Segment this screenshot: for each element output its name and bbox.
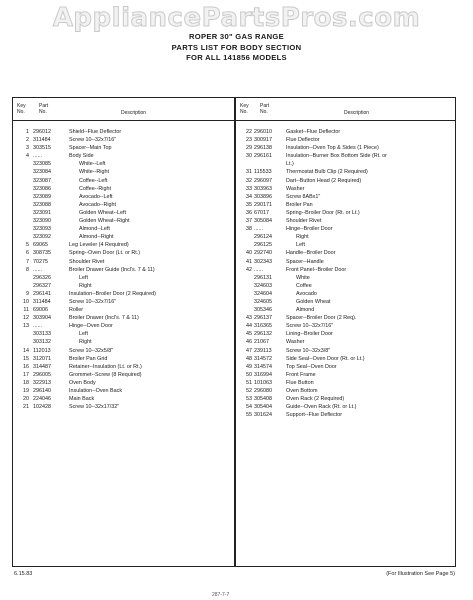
part-number: 303896 [254,193,272,200]
part-row [236,144,456,152]
key-number: 32 [246,177,252,184]
title-line-2: PARTS LIST FOR BODY SECTION [171,42,302,52]
key-number: 22 [246,129,252,135]
key-number: 23 [246,137,252,144]
key-number: 49 [246,363,252,370]
part-description: Roller [69,307,84,314]
key-number: 13 [23,323,29,330]
part-number: 112013 [33,347,51,354]
part-row [236,274,456,282]
part-row [236,314,456,322]
part-row [236,338,456,346]
key-number: 47 [246,347,252,354]
key-number: 52 [246,388,252,394]
part-description: Golden Wheat--Left [79,209,127,216]
part-number: 323086 [33,185,51,192]
key-number: 50 [246,371,252,378]
document-title [0,32,473,64]
part-description: Washer [286,339,305,346]
part-row [236,322,456,330]
part-description: Avocado [296,290,317,297]
part-number: 303133 [33,331,51,338]
key-number: 29 [246,145,252,152]
part-number: 314574 [254,363,272,370]
part-description: Washer [286,185,305,192]
part-number: 308735 [33,250,51,257]
part-row [236,355,456,363]
part-row [236,136,456,144]
key-number: 37 [246,218,252,225]
part-row [236,298,456,306]
key-number: 35 [246,201,252,208]
part-description: Handle--Broiler Door [286,250,336,257]
footer-illustration-note: (For Illustration See Page 5) [386,571,455,577]
part-description: White--Right [79,169,109,176]
part-number: 296125 [254,242,272,249]
key-number: 15 [23,355,29,362]
part-description: Spring--Broiler Door (Rt. or Lt.) [286,209,360,216]
part-description: Body Side [69,153,94,160]
part-description: Spacer--Main Top [69,145,112,152]
part-number: 239113 [254,347,272,354]
part-description: Golden Wheat--Right [79,218,130,225]
part-description: Broiler Drawer Guide (Incl's. 7 & 11) [69,266,155,273]
part-description: Coffee--Right [79,185,111,192]
part-description: Support--Flue Deflector [286,412,343,419]
part-number: 296124 [254,234,272,241]
part-number: 305346 [254,307,272,314]
part-row [13,201,234,209]
parts-list-left [13,121,234,411]
part-row [236,266,456,274]
part-row [13,209,234,217]
part-row [236,241,456,249]
part-description: Dart--Button Head (2 Required) [286,177,362,184]
key-number: 45 [246,331,252,338]
part-description: Screw 8ABx1" [286,193,321,200]
key-header-2: No. [240,109,248,115]
key-number: 12 [23,315,29,322]
key-number: 2 [26,137,29,144]
key-header-1: Key [240,103,249,109]
key-number: 5 [26,242,29,249]
key-number: 16 [23,363,29,370]
part-description: Front Frame [286,371,316,378]
part-description: Insulation--Broiler Door (2 Required) [69,290,156,297]
part-description: Almond [296,307,315,314]
part-number: ...... [254,226,263,233]
part-row [236,403,456,411]
part-number: 296012 [33,129,51,135]
part-description: Screw 10--32x7/16" [286,323,334,330]
part-description: Avocado--Left [79,193,113,200]
part-row [236,411,456,419]
part-row [13,193,234,201]
key-header-2: No. [17,109,25,115]
part-description: Retainer--Insulation (Lt. or Rt.) [69,363,142,370]
part-description: Coffee [296,282,312,289]
part-header-1: Part [260,103,270,109]
part-description: Golden Wheat [296,298,331,305]
part-number: 296005 [33,371,51,378]
key-number: 54 [246,404,252,411]
key-number: 9 [26,290,29,297]
part-row [13,266,234,274]
part-number: 314572 [254,355,272,362]
part-number: 323087 [33,177,51,184]
part-row [13,258,234,266]
key-number: 44 [246,323,252,330]
parts-table [12,97,456,567]
part-number: 324605 [254,298,272,305]
part-row [13,347,234,355]
part-row [13,144,234,152]
part-row [13,185,234,193]
part-description: Almond--Left [79,226,110,233]
key-number: 20 [23,396,29,403]
part-description: Thermostat Bulb Clip (2 Required) [286,169,368,176]
key-number: 43 [246,315,252,322]
part-description: Side Seal--Oven Door (Rt. or Lt.) [286,355,365,362]
part-row [13,274,234,282]
part-row [236,249,456,257]
part-number: 292740 [254,250,272,257]
part-description: Top Seal--Oven Door [286,363,337,370]
part-number: 296327 [33,282,51,289]
part-number: 69006 [33,307,48,314]
part-description: Left [79,274,88,281]
part-number: 312071 [33,355,51,362]
key-number: 10 [23,298,29,305]
part-row [236,330,456,338]
part-number: 311484 [33,137,51,144]
key-number: 48 [246,355,252,362]
part-number: 323090 [33,218,51,225]
part-description: Coffee--Left [79,177,108,184]
part-row [13,152,234,160]
part-row [13,168,234,176]
part-number: 322913 [33,379,51,386]
key-number: 3 [26,145,29,152]
column-header [236,98,456,121]
part-number: 296141 [33,290,51,297]
part-description: Flue Deflector [286,137,320,144]
part-description: Right [79,282,92,289]
part-description: Shield--Flue Deflector [69,129,122,135]
part-number: 301624 [254,412,272,419]
part-number: 70275 [33,258,48,265]
part-description: Screw 10--32x3/8" [286,347,331,354]
key-number: 46 [246,339,252,346]
part-row [13,282,234,290]
part-row [236,395,456,403]
part-description: Oven Rack (2 Required) [286,396,345,403]
part-number: 316994 [254,371,272,378]
part-description: Spacer--Broiler Door (2 Req). [286,315,357,322]
title-line-1: ROPER 30" GAS RANGE [189,32,284,41]
part-description: Broiler Drawer (Incl's. 7 & 11) [69,315,139,322]
key-number: 6 [26,250,29,257]
part-number: ...... [33,266,42,273]
part-row [13,241,234,249]
part-description: Hinge--Broiler Door [286,226,333,233]
part-row [13,387,234,395]
key-header-1: Key [17,103,26,109]
part-number: 302343 [254,258,272,265]
part-number: ...... [33,323,42,330]
parts-column-right [236,98,456,566]
part-description: Left [296,242,305,249]
part-number: 296161 [254,153,272,160]
watermark-logo: AppliancePartsPros.com [52,3,421,33]
part-description: Shoulder Rivet [286,218,322,225]
part-number: 296138 [254,145,272,152]
part-number: 311484 [33,298,51,305]
part-row [236,177,456,185]
part-header-2: No. [260,109,268,115]
part-row [13,298,234,306]
part-row [236,201,456,209]
part-description: Lining--Broiler Door [286,331,333,338]
key-number: 4 [26,153,29,160]
part-row [236,363,456,371]
part-description: Screw 10--32x7/16" [69,298,117,305]
part-row [236,225,456,233]
part-number: 324604 [254,290,272,297]
part-description: Left [79,331,88,338]
part-number: ...... [254,266,263,273]
part-number: 305408 [254,396,272,403]
key-number: 53 [246,396,252,403]
part-number: 323089 [33,193,51,200]
key-number: 18 [23,379,29,386]
part-row [13,136,234,144]
part-number: 296140 [33,388,51,394]
part-description: Screw 10--32x17/32" [69,404,120,411]
description-header: Description [344,110,370,116]
key-number: 40 [246,250,252,257]
key-number: 36 [246,209,252,216]
part-description: Right [79,339,92,346]
part-row [13,177,234,185]
part-number: 316365 [254,323,272,330]
part-description: Hinge--Oven Door [69,323,113,330]
key-number: 55 [246,412,252,419]
part-row [236,306,456,314]
part-row [236,233,456,241]
part-description: Oven Body [69,379,96,386]
part-row [13,306,234,314]
part-number: 300917 [254,137,272,144]
part-number: 305084 [254,218,272,225]
part-number: 296080 [254,388,272,394]
part-row [13,403,234,411]
parts-column-left [13,98,234,566]
part-number: 324603 [254,282,272,289]
part-description: Screw 10--32x5/8" [69,347,114,354]
part-description: Screw 10--32x7/16" [69,137,117,144]
part-description: Guide--Oven Rack (Rt. or Lt.) [286,404,357,411]
part-description: Almond--Right [79,234,114,241]
part-number: 296097 [254,177,272,184]
part-row [13,225,234,233]
part-description: Lt.) [286,161,294,168]
part-number: 323093 [33,226,51,233]
part-row [13,363,234,371]
part-number: 305404 [254,404,272,411]
part-number: 115533 [254,169,272,176]
part-description: Broiler Pan [286,201,313,208]
part-number: 296010 [254,129,272,135]
part-description: Insulation--Oven Top & Sides (1 Piece) [286,145,379,152]
part-number: 290171 [254,201,272,208]
part-number: 323092 [33,234,51,241]
part-row [13,379,234,387]
part-description: Insulation--Oven Back [69,388,123,394]
key-number: 21 [23,404,29,411]
part-row [236,160,456,168]
part-header-2: No. [39,109,47,115]
part-number: 101063 [254,379,272,386]
part-row [13,290,234,298]
part-number: ...... [33,153,42,160]
part-row [236,128,456,136]
part-row [236,290,456,298]
part-row [236,379,456,387]
key-number: 42 [246,266,252,273]
key-number: 34 [246,193,252,200]
title-line-3: FOR ALL 141856 MODELS [186,53,287,62]
part-description: Spring--Oven Door (Lt. or Rt.) [69,250,140,257]
part-row [236,217,456,225]
part-description: Broiler Pan Grid [69,355,108,362]
part-number: 69065 [33,242,48,249]
part-row [236,193,456,201]
footer-date: 6.15.83 [14,571,33,577]
part-number: 303904 [33,315,51,322]
part-description: Flue Button [286,379,314,386]
part-row [13,330,234,338]
key-number: 8 [26,266,29,273]
part-description: Front Panel--Broiler Door [286,266,347,273]
key-number: 31 [246,169,252,176]
key-number: 33 [246,185,252,192]
part-row [236,185,456,193]
part-number: 224046 [33,396,51,403]
part-description: Shoulder Rivet [69,258,105,265]
part-row [236,258,456,266]
part-number: 323085 [33,161,51,168]
part-description: Grommet--Screw (8 Required) [69,371,142,378]
part-number: 296132 [254,331,272,338]
part-row [13,371,234,379]
part-row [13,217,234,225]
part-number: 323091 [33,209,51,216]
part-row [13,338,234,346]
part-number: 67017 [254,209,269,216]
part-description: Oven Bottom [286,388,318,394]
part-row [13,233,234,241]
parts-list-right [236,121,456,419]
part-description: Insulation--Burner Box Bottom Side (Rt. or [286,153,387,160]
key-number: 51 [246,379,252,386]
part-row [236,168,456,176]
key-number: 30 [246,153,252,160]
part-number: 303963 [254,185,272,192]
part-row [13,160,234,168]
key-number: 41 [246,258,252,265]
part-number: 296326 [33,274,51,281]
key-number: 19 [23,388,29,394]
key-number: 38 [246,226,252,233]
part-row [236,371,456,379]
part-description: Gasket--Flue Deflector [286,129,341,135]
part-number: 296131 [254,274,272,281]
part-number: 296137 [254,315,272,322]
description-header: Description [121,110,147,116]
part-description: Leg Leveler (4 Required) [69,242,129,249]
part-description: Right [296,234,309,241]
key-number: 7 [26,258,29,265]
part-row [13,249,234,257]
part-row [13,322,234,330]
part-number: 314487 [33,363,51,370]
part-row [236,347,456,355]
part-row [13,395,234,403]
part-number: 303515 [33,145,51,152]
part-number: 102428 [33,404,51,411]
part-number: 303132 [33,339,51,346]
key-number: 1 [26,129,29,135]
part-row [236,387,456,395]
part-description: Spacer--Handle [286,258,324,265]
part-number: 323084 [33,169,51,176]
part-row [13,355,234,363]
part-description: Avocado--Right [79,201,117,208]
part-header-1: Part [39,103,49,109]
part-row [236,282,456,290]
part-row [236,152,456,160]
footer-code: 287-7-7 [212,592,230,598]
key-number: 14 [23,347,29,354]
part-row [13,314,234,322]
part-description: Main Back [69,396,95,403]
key-number: 17 [23,371,29,378]
column-header [13,98,234,121]
part-number: 323088 [33,201,51,208]
part-description: White [296,274,310,281]
part-row [236,209,456,217]
part-number: 21067 [254,339,269,346]
part-row [13,128,234,136]
part-description: White--Left [79,161,106,168]
key-number: 11 [23,307,29,314]
